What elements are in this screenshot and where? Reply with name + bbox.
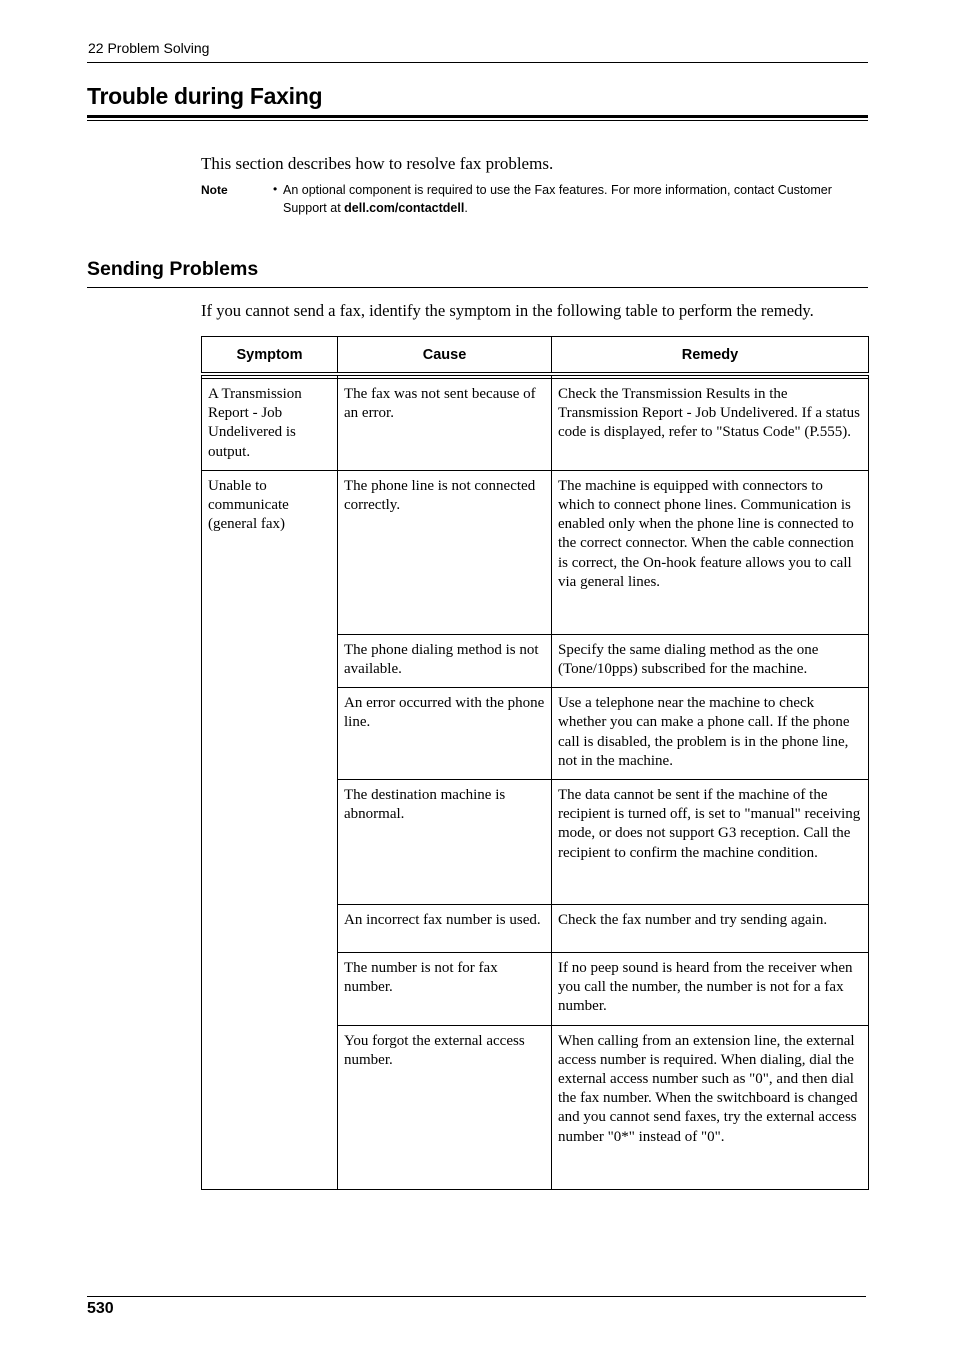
remedy-cell: When calling from an extension line, the external access number is required. When dialing, dial the external access number such as "0", and then dial the fax number. When the switchboard is changed and you cannot send faxes, try the external access number "0*" instead of "0". [552, 1025, 869, 1189]
remedy-cell: Check the Transmission Results in the Transmission Report - Job Undelivered. If a status code is displayed, refer to "Status Code" (P.555). [552, 379, 869, 471]
cause-cell: An incorrect fax number is used. [338, 905, 552, 953]
title-rule-thin [87, 120, 868, 121]
troubleshooting-table [201, 336, 869, 1190]
note-text-before: An optional component is required to use the Fax features. For more information, contact Customer Support at [283, 183, 832, 215]
header-rule [87, 62, 868, 63]
note-text [283, 181, 868, 217]
note-text-after: . [464, 201, 468, 215]
footer-rule [87, 1296, 866, 1297]
symptom-cell: A Transmission Report - Job Undelivered is output. [202, 379, 338, 471]
cause-cell: You forgot the external access number. [338, 1025, 552, 1189]
running-header: 22 Problem Solving [88, 40, 210, 56]
cause-cell: The fax was not sent because of an error. [338, 379, 552, 471]
remedy-cell: Specify the same dialing method as the one (Tone/10pps) subscribed for the machine. [552, 634, 869, 687]
remedy-cell: Use a telephone near the machine to check whether you can make a phone call. If the phone call is disabled, the problem is in the phone line, not in the machine. [552, 688, 869, 780]
cause-cell: The destination machine is abnormal. [338, 780, 552, 905]
bullet-icon: • [273, 182, 278, 196]
intro-text: This section describes how to resolve fax problems. [201, 154, 554, 173]
header-remedy: Remedy [552, 337, 869, 375]
support-link[interactable]: dell.com/contactdell [344, 201, 465, 215]
table-header-row [202, 337, 869, 375]
cause-cell: The phone line is not connected correctly. [338, 470, 552, 634]
page-number: 530 [87, 1300, 114, 1317]
section-intro: If you cannot send a fax, identify the symptom in the following table to perform the remedy. [201, 301, 814, 320]
section-title: Sending Problems [87, 258, 259, 280]
remedy-cell: The machine is equipped with connectors to which to connect phone lines. Communication is enabled only when the phone line is connected to the correct connector. When the cable connection is correct, the On-hook feature allows you to call via general lines. [552, 470, 869, 634]
section-rule [87, 287, 868, 288]
table-row [202, 470, 869, 634]
header-cause: Cause [338, 337, 552, 375]
cause-cell: An error occurred with the phone line. [338, 688, 552, 780]
page-title: Trouble during Faxing [87, 83, 323, 109]
title-rule [87, 115, 868, 118]
remedy-cell: The data cannot be sent if the machine of the recipient is turned off, is set to "manual" receiving mode, or does not support G3 reception. Call the recipient to confirm the machine condition. [552, 780, 869, 905]
header-symptom: Symptom [202, 337, 338, 375]
symptom-cell: Unable to communicate (general fax) [202, 470, 338, 1189]
note-label: Note [201, 183, 228, 197]
remedy-cell: Check the fax number and try sending again. [552, 905, 869, 953]
cause-cell: The number is not for fax number. [338, 953, 552, 1026]
remedy-cell: If no peep sound is heard from the receiver when you call the number, the number is not for a fax number. [552, 953, 869, 1026]
cause-cell: The phone dialing method is not available. [338, 634, 552, 687]
table-row [202, 379, 869, 471]
